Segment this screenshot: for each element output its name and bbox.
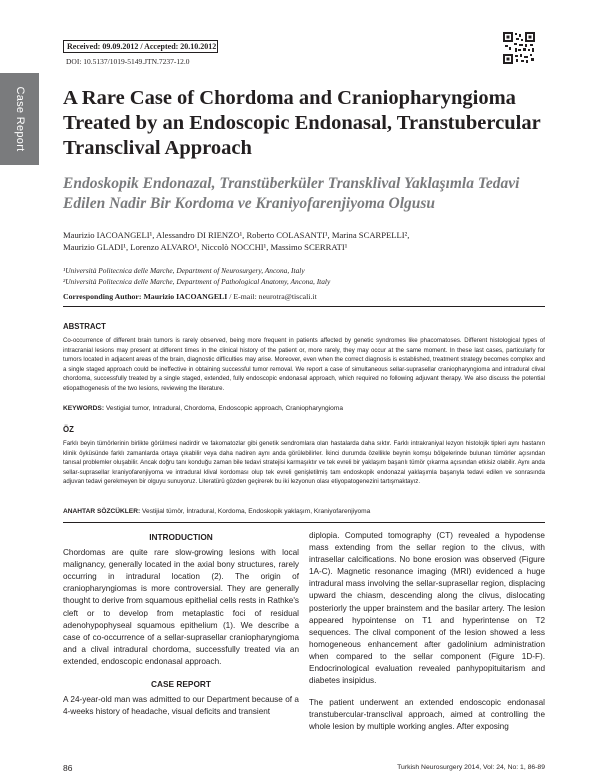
introduction-text: Chordomas are quite rare slow-growing lesions with local malignancy, generally located in the axial bony structures, rarely occurring in intradural location (2). The origin of craniopharyngiomas is more controversial. They are generally thought to derive from squamous epithelial cells rests in Rathke's cleft or to develop from metaplastic foci of residual adenohypophyseal squamous epithelium (1). We describe a case of co-occurrence of a sellar-suprasellar craniopharyngioma and a clival intradural chordoma, successfully treated via an extended, endoscopic endonasal approach. [63, 548, 299, 666]
oz-keywords-label: ANAHTAR SÖZCÜKLER: [63, 508, 141, 515]
corresponding-email: / E-mail: neurotra@tiscali.it [229, 292, 317, 301]
case-report-text: A 24-year-old man was admitted to our Department because of a 4-weeks history of headache, visual deficits and transient [63, 695, 299, 717]
introduction-heading: INTRODUCTION [149, 532, 213, 542]
divider-bottom [63, 522, 545, 523]
oz-text: Farklı beyin tümörlerinin birlikte görülmesi nadirdir ve fakomatozlar gibi genetik sendromlara olan hastalarda daha sıktır. Farklı intrakraniyal lezyon histolojik tipleri aynı hastanın klinik öyküsünde farklı zamanlarda ortaya çıkabilir veya daha nadiren aynı anda görülebilirler. İkinci durumda özellikle beynin komşu bölgelerinde bulunan tümörler açısından tanısal problemler oluşabilir. Ancak doğru tanı konduğu zaman bile tedavi stratejisi karmaşıktır ve tek evreli bir yaklaşım başarılı tümör çıkarma açısından etkisiz olabilir. Aynı anda sellar-suprasellar kraniyofarenjiyoma ve intradural klival kordoması olup tek evreli genişletilmiş tam endoskopik endonazal yaklaşımla başarıyla tedavi edilen ve sonrasında adjuvan tedavi gerekmeyen bir olguyu sunuyoruz. Literatürü gözden geçirerek bu iki lezyonun olası etiyopatogenezini tartışmaktayız. [63, 440, 545, 485]
article-type-tab [0, 73, 39, 165]
oz-heading: ÖZ [63, 425, 74, 434]
right-column [309, 530, 545, 734]
corresponding-name: Maurizio IACOANGELI [143, 292, 228, 301]
affiliation-2: ²Università Politecnica delle Marche, Department of Pathological Anatomy, Ancona, Italy [63, 277, 331, 286]
oz-keywords-text: Vestijial tümör, İntradural, Kordoma, Endoskopik yaklaşım, Kraniyofarenjiyoma [142, 508, 371, 515]
article-title: A Rare Case of Chordoma and Craniopharyngioma Treated by an Endoscopic Endonasal, Transtubercular Transclival Approach [63, 87, 541, 159]
corresponding-author [63, 292, 543, 301]
left-column [63, 531, 299, 718]
qr-code-icon [503, 32, 535, 64]
keywords-text: Vestigial tumor, Intradural, Chordoma, Endoscopic approach, Craniopharyngioma [105, 405, 344, 412]
affiliation-1: ¹Università Politecnica delle Marche, Department of Neurosurgery, Ancona, Italy [63, 266, 305, 275]
case-report-heading: CASE REPORT [151, 679, 211, 690]
turkish-title: Endoskopik Endonazal, Transtüberküler Transklival Yaklaşımla Tedavi Edilen Nadir Bir Kordoma ve Kraniyofarenjiyoma Olgusu [63, 175, 520, 212]
abstract-text: Co-occurrence of different brain tumors is rarely observed, being more frequent in patients affected by genetic syndromes like phacomatoses. Different histological types of intracranial lesions may present at different times in the clinical history of the patient or, more rarely, they may occur at the same moment. In these last cases, particularly for tumors located in adjacent areas of the brain, diagnostic difficulties may arise. Moreover, even when the correct diagnosis is established, treatment strategy becomes complex and a single staged approach could be ineffective in obtaining successful tumor removal. We report a case of simultaneous sellar-suprasellar craniopharyngioma and intradural clival chordoma, successfully treated by a single staged, extended, fully endoscopic endonasal approach, which required no following adjuvant therapy. We also discuss the potential etiopathogenesis of the two lesions, reviewing the literature. [63, 337, 545, 392]
author-list [63, 229, 543, 253]
divider-top [63, 306, 545, 307]
abstract-keywords [63, 405, 545, 412]
author-line-1: Maurizio IACOANGELI¹, Alessandro DI RIENZO¹, Roberto COLASANTI¹, Marina SCARPELLI², [63, 230, 410, 240]
oz-keywords [63, 508, 545, 515]
page-number: 86 [63, 763, 73, 773]
article-type-label: Case Report [13, 86, 26, 152]
abstract-heading: ABSTRACT [63, 322, 106, 331]
keywords-label: KEYWORDS: [63, 405, 105, 412]
journal-citation: Turkish Neurosurgery 2014, Vol: 24, No: 1, 86-89 [397, 764, 545, 771]
author-line-2: Maurizio GLADI¹, Lorenzo ALVARO¹, Niccolò NOCCHI¹, Massimo SCERRATI¹ [63, 242, 348, 252]
case-report-continued: diplopia. Computed tomography (CT) revealed a hypodense mass extending from the sellar region to the clivus, with intrasellar calcifications. No bone erosion was observed (Figure 1A-C). Magnetic resonance imaging (MRI) evidenced a huge intradural mass involving the sellar-suprasellar region, displacing upward the chiasm, descending along the clivus, dislocating posteriorly the upper brainstem and the basilar artery. The lesion appeared hypointense on T1 and hyperintense on T2 sequences. The clival component of the lesion showed a less homogeneous enhancement after gadolinium administration when compared to the sellar component (Figure 1D-F). Endocrinological evaluation revealed panhypopituitarism and diabetes insipidus. [309, 531, 545, 686]
received-accepted-box: Received: 09.09.2012 / Accepted: 20.10.2012 [63, 40, 218, 53]
doi-line: DOI: 10.5137/1019-5149.JTN.7237-12.0 [66, 57, 190, 66]
affiliations [63, 265, 543, 287]
surgery-paragraph: The patient underwent an extended endoscopic endonasal transtubercular-transclival approach, aimed at controlling the whole lesion by multiple working angles. After exposing [309, 698, 545, 732]
corresponding-label: Corresponding Author: [63, 292, 142, 301]
